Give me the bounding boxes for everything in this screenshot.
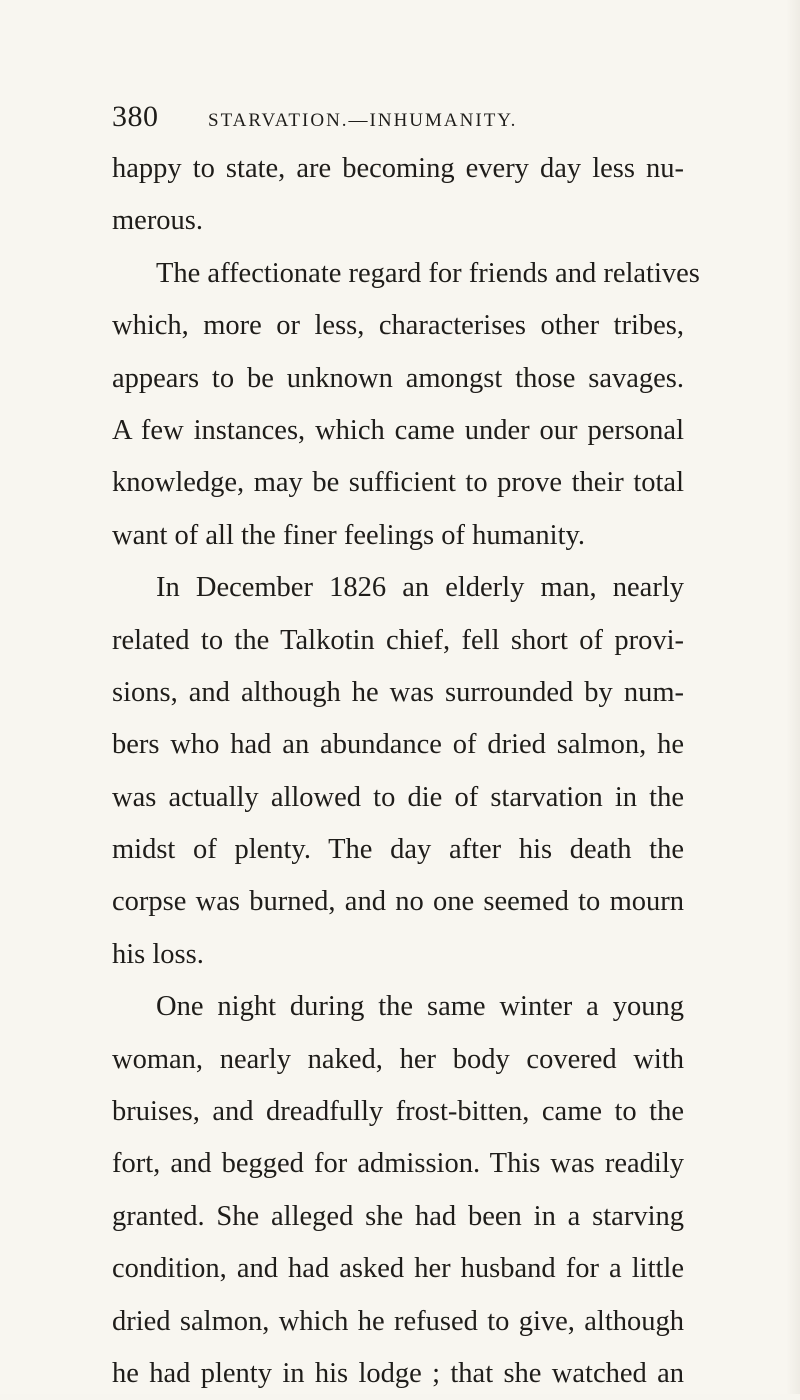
text-line: One night during the same winter a young [156, 991, 684, 1023]
body-text [112, 143, 700, 1400]
text-line: he had plenty in his lodge ; that she watched an [112, 1357, 684, 1389]
text-line: granted. She alleged she had been in a starving [112, 1200, 684, 1232]
page-header [112, 100, 712, 140]
text-line: appears to be unknown amongst those savages. [112, 362, 684, 394]
text-line: happy to state, are becoming every day less nu- [112, 153, 684, 184]
text-line: related to the Talkotin chief, fell short of provi- [112, 624, 684, 656]
text-line: want of all the finer feelings of humanity. [112, 519, 586, 551]
text-line: midst of plenty. The day after his death the [112, 834, 684, 866]
text-line: The affectionate regard for friends and relatives [156, 257, 700, 289]
text-line: corpse was burned, and no one seemed to mourn [112, 886, 684, 918]
text-line: In December 1826 an elderly man, nearly [156, 572, 684, 604]
text-line: A few instances, which came under our personal [112, 414, 684, 446]
text-line: was actually allowed to die of starvation in the [112, 781, 684, 813]
text-line: which, more or less, characterises other tribes, [112, 310, 684, 342]
text-line: dried salmon, which he refused to give, although [112, 1305, 684, 1337]
text-line: sions, and although he was surrounded by num- [112, 676, 684, 708]
text-line: condition, and had asked her husband for a little [112, 1253, 684, 1285]
text-line: his loss. [112, 938, 204, 970]
running-title: STARVATION.—INHUMANITY. [208, 110, 518, 131]
text-line: bers who had an abundance of dried salmon, he [112, 729, 684, 761]
text-line: bruises, and dreadfully frost-bitten, came to the [112, 1096, 684, 1128]
text-line: woman, nearly naked, her body covered with [112, 1043, 684, 1075]
page-number: 380 [112, 100, 159, 133]
text-line: fort, and begged for admission. This was readily [112, 1148, 684, 1180]
page-edge-shadow [786, 0, 800, 1394]
text-line: knowledge, may be sufficient to prove their total [112, 467, 684, 499]
text-line: merous. [112, 205, 204, 237]
